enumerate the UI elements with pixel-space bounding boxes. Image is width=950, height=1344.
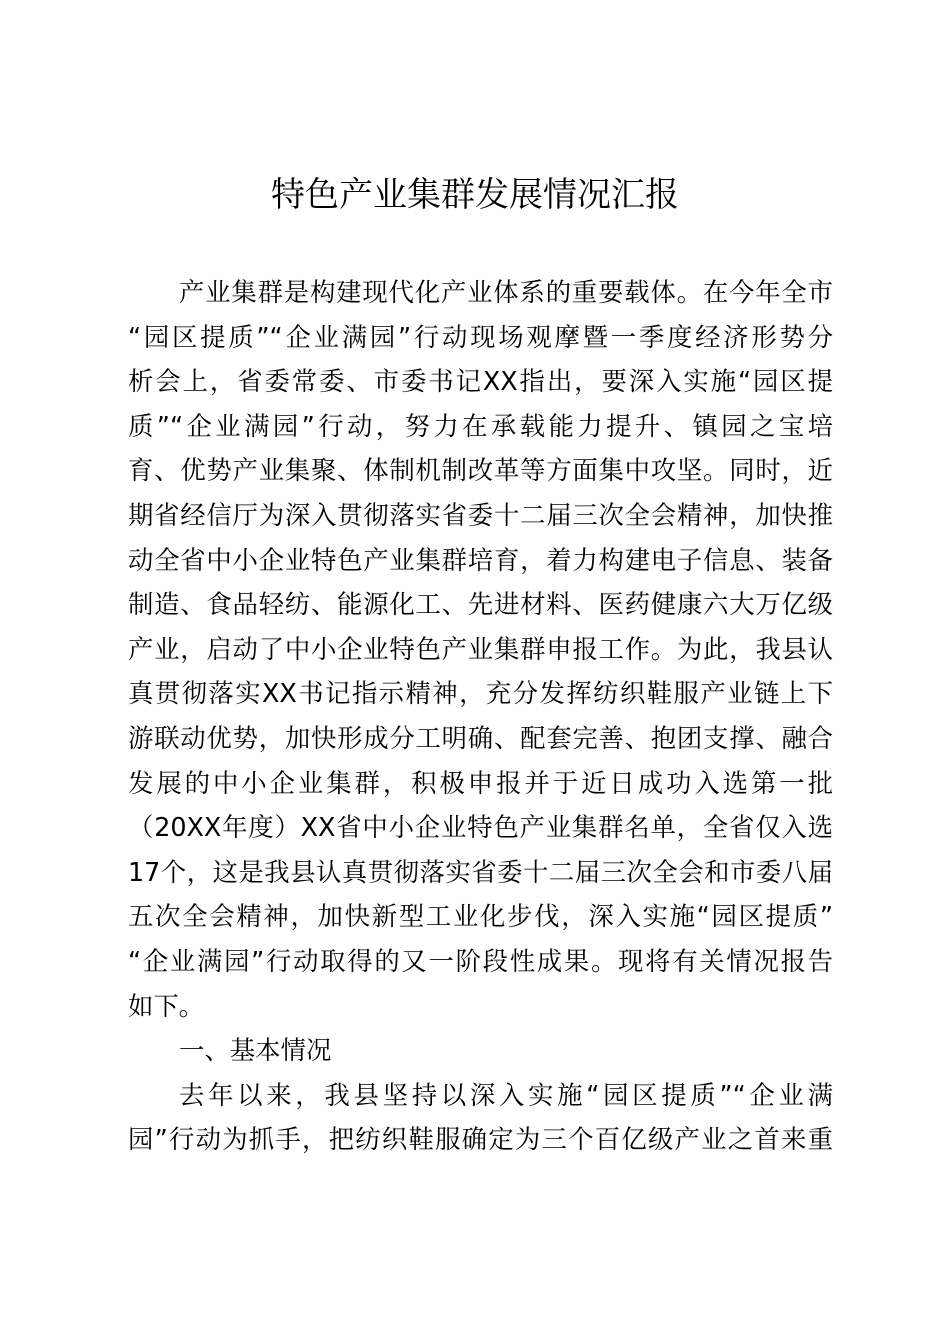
paragraph-line: 动全省中小企业特色产业集群培育，着力构建电子信息、装备 <box>128 544 833 575</box>
paragraph-line: 五次全会精神，加快新型工业化步伐，深入实施“园区提质” <box>128 901 833 932</box>
paragraph-line: 质”“企业满园”行动，努力在承载能力提升、镇园之宝培 <box>128 410 833 441</box>
document-body <box>128 270 833 1162</box>
section-heading-basic-situation: 一、基本情况 <box>179 1035 332 1066</box>
paragraph-1 <box>128 270 833 1028</box>
paragraph-line: 育、优势产业集聚、体制机制改革等方面集中攻坚。同时，近 <box>128 455 833 486</box>
paragraph-2 <box>128 1073 833 1162</box>
paragraph-line: 产业，启动了中小企业特色产业集群申报工作。为此，我县认 <box>128 633 833 664</box>
paragraph-line: 发展的中小企业集群，积极申报并于近日成功入选第一批 <box>128 767 833 798</box>
paragraph-line: 产业集群是构建现代化产业体系的重要载体。在今年全市 <box>179 277 833 307</box>
paragraph-line: “园区提质”“企业满园”行动现场观摩暨一季度经济形势分 <box>128 321 833 352</box>
paragraph-line: 游联动优势，加快形成分工明确、配套完善、抱团支撑、融合 <box>128 722 833 753</box>
paragraph-line: 17个，这是我县认真贯彻落实省委十二届三次全会和市委八届 <box>128 856 833 887</box>
paragraph-line: 去年以来，我县坚持以深入实施“园区提质”“企业满 <box>179 1079 833 1110</box>
paragraph-line: 制造、食品轻纺、能源化工、先进材料、医药健康六大万亿级 <box>128 589 833 620</box>
paragraph-line: （20XX年度）XX省中小企业特色产业集群名单，全省仅入选 <box>128 812 833 843</box>
document-title: 特色产业集群发展情况汇报 <box>271 175 679 215</box>
paragraph-line: 析会上，省委常委、市委书记XX指出，要深入实施“园区提 <box>128 366 833 397</box>
paragraph-line: 园”行动为抓手，把纺织鞋服确定为三个百亿级产业之首来重 <box>128 1124 833 1155</box>
paragraph-line: 真贯彻落实XX书记指示精神，充分发挥纺织鞋服产业链上下 <box>128 678 833 709</box>
paragraph-line: 如下。 <box>128 990 205 1021</box>
paragraph-line: 期省经信厅为深入贯彻落实省委十二届三次全会精神，加快推 <box>128 499 833 530</box>
paragraph-line: “企业满园”行动取得的又一阶段性成果。现将有关情况报告 <box>128 945 833 976</box>
